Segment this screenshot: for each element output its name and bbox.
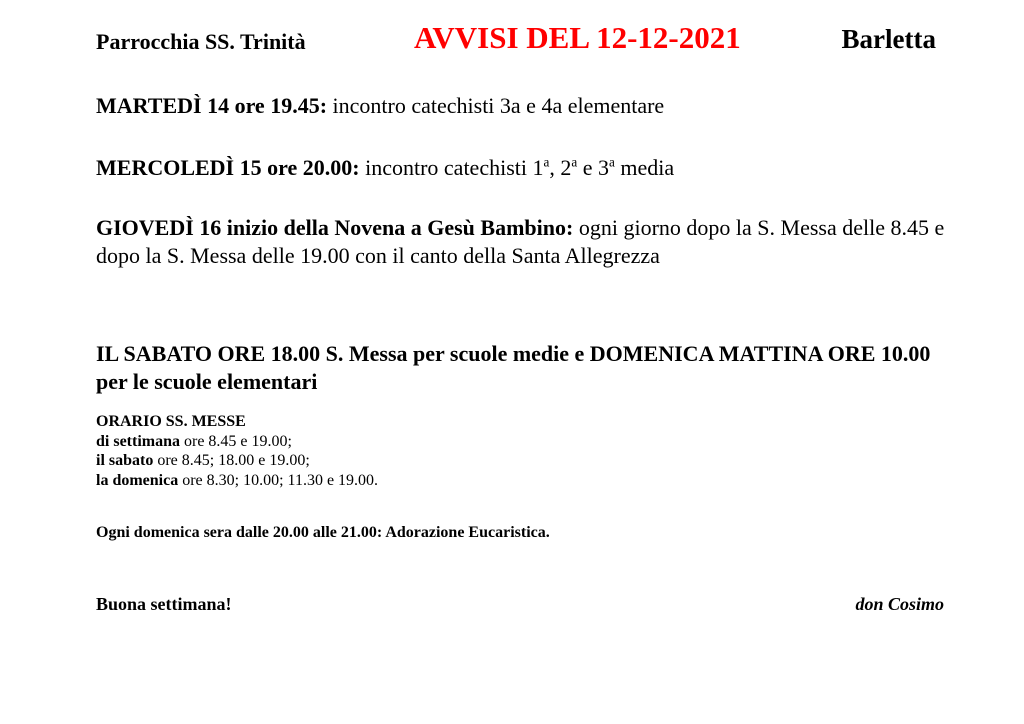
mass-schedule bbox=[96, 412, 378, 490]
closing-greeting: Buona settimana! bbox=[96, 594, 232, 614]
schedule-row: di settimana ore 8.45 e 19.00; bbox=[96, 432, 292, 450]
notice-heading: MARTEDÌ 14 ore 19.45: bbox=[96, 93, 328, 118]
parish-name: Parrocchia SS. Trinità bbox=[96, 29, 306, 54]
city-name: Barletta bbox=[841, 24, 936, 54]
notice-heading: GIOVEDÌ 16 inizio della Novena a Gesù Bambino: bbox=[96, 215, 574, 240]
notice-wednesday bbox=[96, 154, 946, 182]
header bbox=[96, 20, 936, 60]
schedule-row: la domenica ore 8.30; 10.00; 11.30 e 19.00. bbox=[96, 471, 379, 489]
page-title: AVVISI DEL 12-12-2021 bbox=[414, 20, 741, 55]
notice-thursday bbox=[96, 214, 946, 270]
notice-heading: IL SABATO ORE 18.00 S. Messa per scuole medie e DOMENICA MATTINA ORE 10.00 per le scuole elementari bbox=[96, 341, 931, 394]
schedule-row: il sabato ore 8.45; 18.00 e 19.00; bbox=[96, 452, 310, 469]
notice-text: incontro catechisti 3a e 4a elementare bbox=[332, 93, 665, 118]
notice-text: ogni giorno dopo la S. Messa delle 8.45 e dopo la S. Messa delle 19.00 con il canto della Santa Allegrezza bbox=[96, 215, 945, 268]
notice-tuesday bbox=[96, 92, 946, 120]
notice-text: incontro catechisti 1$^a$, 2$^a$ e 3$^a$ media bbox=[365, 154, 675, 180]
notice-saturday-sunday bbox=[96, 340, 946, 396]
notice-heading: MERCOLEDÌ 15 ore 20.00: bbox=[96, 155, 360, 180]
schedule-title: ORARIO SS. MESSE bbox=[96, 413, 246, 430]
adoration-notice: Ogni domenica sera dalle 20.00 alle 21.00: Adorazione Eucaristica. bbox=[96, 524, 550, 541]
signature: don Cosimo bbox=[855, 594, 944, 614]
